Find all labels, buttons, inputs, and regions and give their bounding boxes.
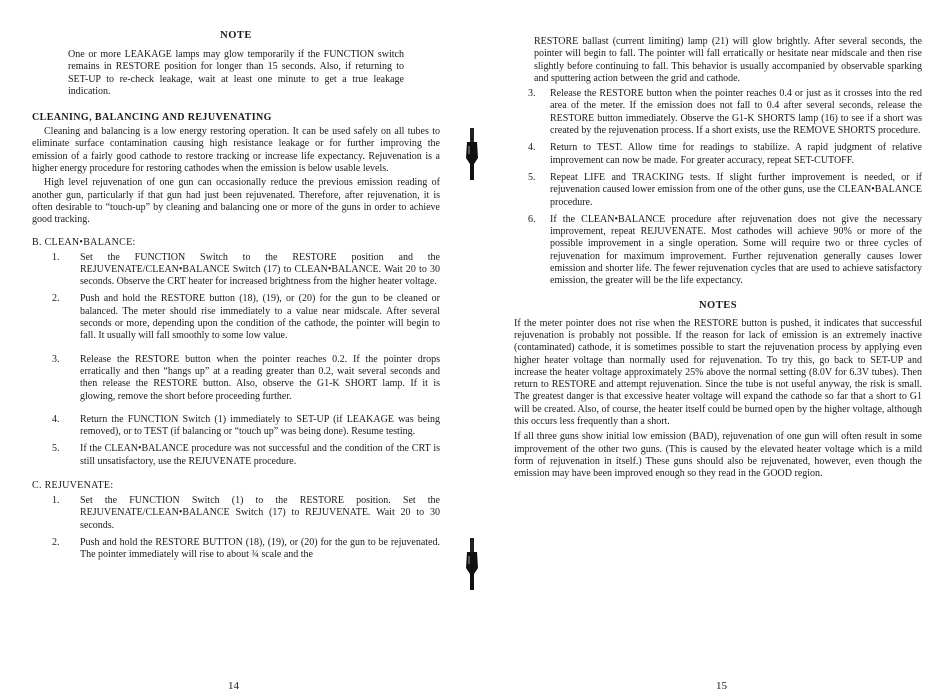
clean-balance-steps — [32, 252, 440, 468]
list-item: 5. If the CLEAN•BALANCE procedure was not successful and the condition of the CRT is still unsatisfactory, use the REJUVENATE procedure. — [52, 443, 440, 467]
note-title: NOTE — [220, 30, 252, 41]
page-number: 15 — [716, 680, 727, 692]
notes-title: NOTES — [698, 299, 738, 311]
intro-paragraph: High level rejuvenation of one gun can occasionally reduce the previous emission reading of another gun, particularly if that gun had just been rejuvenated. Therefore, after rejuvenation, it is often desirable to “touch-up” by cleaning and balancing one or more of the guns in order to achieve good tracking. — [32, 177, 440, 226]
rejuvenate-heading: C. REJUVENATE: — [32, 480, 114, 492]
list-item: 2. Push and hold the RESTORE button (18), (19), or (20) for the gun to be cleaned or balanced. The meter should rise immediately to a value near midscale. After several seconds or more, depending upon the condition of the cathode, the pointer will begin to fall. It usually will fall smoothly to some low value. — [52, 293, 440, 342]
notes-paragraph: If the meter pointer does not rise when the RESTORE button is pushed, it indicates that successful rejuvenation is probably not possible. If the reason for lack of emission is an extremely inactive (contaminated) cathode, it is sometimes possible to start the rejuvenation process by applying even higher heater voltage than normally used for rejuvenation. To try this, go back to SET-UP and increase the heater voltage approximately 25% above the normal setting (8.0V for 6.3V tubes). Then return to RESTORE and attempt rejuvenation. Since the tube is not useful anyway, the risk is small. The greatest danger is that excessive heater voltage will expand the cathode so far that a short to G1 will be created. Also, of course, the heater itself could be burned open by the higher voltage, although this occurs less frequently than a short. — [514, 317, 922, 428]
section-heading: CLEANING, BALANCING AND REJUVENATING — [32, 112, 272, 124]
list-item: 1. Set the FUNCTION Switch (1) to the RESTORE position. Set the REJUVENATE/CLEAN•BALANCE Switch (17) to REJUVENATE. Wait 20 to 30 seconds. — [52, 495, 440, 531]
intro-paragraph: Cleaning and balancing is a low energy restoring operation. It can be used safely on all tubes to eliminate surface contamination causing high resistance leakage or for further improving the emission of a fairly good cathode to restore tracking or increase life expectancy. Rejuvenation is a higher energy procedure for restoring cathodes when the emission is below usable levels. — [32, 126, 440, 175]
list-item: 6. If the CLEAN•BALANCE procedure after rejuvenation does not give the necessary improvement, repeat REJUVENATE. Most cathodes will achieve 90% or more of the possible improvement in a single operation. Some will require two or three cycles of rejuvenation for maximum improvement. Further rejuvenation generally causes lower emission and shorter life. The fewer rejuvenation cycles that are used to achieve satisfactory emission, the greater will be the life expectancy. — [528, 213, 922, 287]
note-text: One or more LEAKAGE lamps may glow temporarily if the FUNCTION switch remains in RESTORE position for longer than 15 seconds. Also, if returning to SET-UP to re-check leakage, wait at least one minute to get a true leakage indication. — [68, 49, 404, 97]
list-item: 4. Return the FUNCTION Switch (1) immediately to SET-UP (if LEAKAGE was being removed), or to TEST (if balancing or “touch up” was being done). Resume testing. — [52, 413, 440, 438]
rejuvenate-steps-continued — [514, 88, 922, 287]
right-page — [478, 0, 950, 700]
list-item: 3. Release the RESTORE button when the pointer reaches 0.2. If the pointer drops erratically and then “hangs up” at a reading greater than 0.2, wait several seconds and then release the RESTORE button. Also, observe the G1-K SHORT lamp. If it is glowing, remove the short before proceeding further. — [52, 353, 440, 402]
list-item: 3. Release the RESTORE button when the pointer reaches 0.4 or just as it crosses into the red area of the meter. If the emission does not fall to 0.4 after several seconds, release the RESTORE button immediately. Observe the G1-K SHORTS lamp (16) to see if a short was created by the rejuvenation process. If a short exists, use the REMOVE SHORTS procedure. — [528, 88, 922, 137]
list-item: 1. Set the FUNCTION Switch to the RESTORE position and the REJUVENATE/CLEAN•BALANCE Switch (17) to CLEAN•BALANCE. Wait 20 to 30 seconds. Observe the CRT heater for increased brightness from the higher heater voltage. — [52, 251, 440, 288]
rejuvenate-steps — [32, 495, 440, 561]
page-number: 14 — [228, 680, 239, 692]
clean-balance-heading: B. CLEAN•BALANCE: — [32, 236, 136, 248]
continued-text: RESTORE ballast (current limiting) lamp (21) will glow brightly. After several seconds, the pointer will begin to fall. The pointer will fall erratically or hesitate near midscale and then rise slightly before continuing to fall. This behavior is usually accompanied by observable sparking and sputtering action between the grid and cathode. — [534, 36, 922, 84]
list-item: 2. Push and hold the RESTORE BUTTON (18), (19), or (20) for the gun to be rejuvenated. The pointer immediately will rise to about ¾ scale and the — [52, 536, 440, 561]
list-item: 4. Return to TEST. Allow time for readings to stabilize. A rapid judgment of relative improvement can now be made. For greater accuracy, repeat SET-CUTOFF. — [528, 142, 922, 166]
list-item: 5. Repeat LIFE and TRACKING tests. If slight further improvement is needed, or if rejuvenation caused lower emission from one of the other guns, use the CLEAN•BALANCE procedure. — [528, 171, 922, 208]
notes-paragraph: If all three guns show initial low emission (BAD), rejuvenation of one gun will often result in some improvement of the other two guns. (This is caused by the elevated heater voltage which is a mild form of rejuvenation in itself.) These guns should also be rejuvenated, however, even though the emission may have been improved enough so they read in the GOOD region. — [514, 431, 922, 480]
left-page — [0, 0, 470, 700]
